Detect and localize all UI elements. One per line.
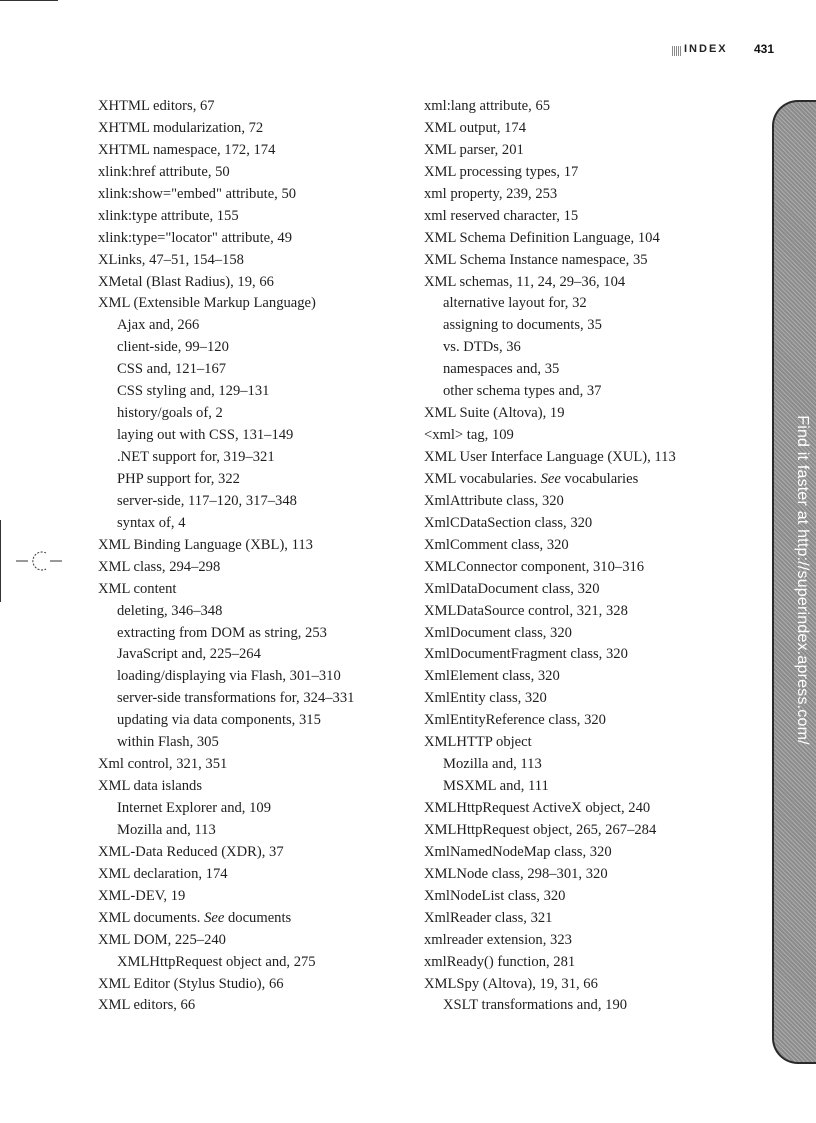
index-entry: xlink:href attribute, 50 [98, 163, 230, 180]
index-subentry: updating via data components, 315 [117, 712, 321, 729]
index-entry: XML data islands [98, 778, 203, 795]
index-entry: XHTML modularization, 72 [98, 119, 264, 136]
index-entry: xlink:show="embed" attribute, 50 [98, 185, 297, 202]
crop-mark-top [0, 0, 58, 1]
index-entry: XML output, 174 [424, 119, 527, 136]
index-entry: XML Suite (Altova), 19 [424, 405, 565, 422]
registration-mark-icon [16, 546, 62, 576]
index-entry: XmlReader class, 321 [424, 909, 553, 926]
index-entry: XMLConnector component, 310–316 [424, 558, 645, 575]
index-entry: XmlEntity class, 320 [424, 690, 547, 707]
index-entry: XML (Extensible Markup Language) [98, 295, 316, 312]
index-entry: XMLHttpRequest object, 265, 267–284 [424, 821, 657, 838]
index-entry: XMLSpy (Altova), 19, 31, 66 [424, 975, 598, 992]
index-entry: XML-Data Reduced (XDR), 37 [98, 843, 284, 860]
index-entry: XmlDocument class, 320 [424, 624, 572, 641]
index-entry: xlink:type="locator" attribute, 49 [98, 229, 293, 246]
index-entry [424, 469, 754, 491]
index-subentry: Mozilla and, 113 [117, 821, 216, 838]
index-entry: XmlComment class, 320 [424, 536, 569, 553]
index-entry: XML DOM, 225–240 [98, 931, 226, 948]
index-entry: XmlEntityReference class, 320 [424, 712, 606, 729]
index-entry: XMLHttpRequest ActiveX object, 240 [424, 800, 651, 816]
index-subentry: CSS styling and, 129–131 [117, 383, 270, 400]
index-entry: <xml> tag, 109 [424, 427, 514, 444]
index-subentry: other schema types and, 37 [443, 383, 602, 400]
index-entry: XML User Interface Language (XUL), 113 [424, 449, 676, 465]
index-entry: XMetal (Blast Radius), 19, 66 [98, 273, 274, 290]
index-entry: XmlElement class, 320 [424, 668, 560, 685]
index-entry: xlink:type attribute, 155 [98, 207, 239, 224]
index-subentry: PHP support for, 322 [117, 470, 240, 487]
index-entry: XML declaration, 174 [98, 865, 228, 882]
index-entry: xml reserved character, 15 [424, 207, 579, 224]
index-entry: XMLNode class, 298–301, 320 [424, 865, 608, 882]
index-entry: XML content [98, 580, 177, 597]
index-entry: Xml control, 321, 351 [98, 756, 228, 773]
see-reference: See [204, 909, 225, 926]
index-entry: XmlAttribute class, 320 [424, 492, 564, 509]
index-subentry: .NET support for, 319–321 [117, 449, 275, 465]
index-subentry: CSS and, 121–167 [117, 361, 227, 378]
see-target: vocabularies [560, 470, 639, 487]
index-entry: XML class, 294–298 [98, 558, 221, 575]
index-subentry: history/goals of, 2 [117, 405, 223, 422]
index-entry: XmlDataDocument class, 320 [424, 580, 600, 597]
crop-mark-left [0, 520, 1, 602]
index-subentry: MSXML and, 111 [443, 778, 549, 795]
index-entry: XML Schema Instance namespace, 35 [424, 251, 648, 268]
index-entry: XHTML namespace, 172, 174 [98, 141, 276, 158]
index-entry: XmlNodeList class, 320 [424, 887, 566, 904]
index-entry [98, 908, 428, 930]
index-subentry: client-side, 99–120 [117, 339, 229, 356]
index-entry: XML schemas, 11, 24, 29–36, 104 [424, 273, 626, 290]
index-subentry: Ajax and, 266 [117, 317, 200, 334]
index-subentry: within Flash, 305 [117, 734, 219, 751]
index-entry: XML Editor (Stylus Studio), 66 [98, 975, 284, 992]
index-subentry: Internet Explorer and, 109 [117, 800, 271, 816]
index-entry: XmlCDataSection class, 320 [424, 514, 593, 531]
running-header [0, 42, 816, 62]
index-subentry: JavaScript and, 225–264 [117, 646, 261, 663]
index-entry: xmlReady() function, 281 [424, 953, 576, 970]
index-entry: xml:lang attribute, 65 [424, 98, 551, 114]
index-subentry: deleting, 346–348 [117, 602, 223, 619]
index-entry: XMLDataSource control, 321, 328 [424, 602, 628, 619]
index-subentry: alternative layout for, 32 [443, 295, 587, 312]
index-entry: XML Schema Definition Language, 104 [424, 229, 660, 246]
index-subentry: XSLT transformations and, 190 [443, 997, 628, 1014]
index-entry: XHTML editors, 67 [98, 98, 215, 114]
see-target: documents [224, 909, 292, 926]
see-reference: See [540, 470, 561, 487]
index-subentry: assigning to documents, 35 [443, 317, 602, 334]
index-subentry: XMLHttpRequest object and, 275 [117, 953, 316, 970]
header-bars-icon [672, 46, 682, 56]
index-column-right [424, 96, 754, 1017]
index-subentry: syntax of, 4 [117, 514, 186, 531]
index-subentry: loading/displaying via Flash, 301–310 [117, 668, 341, 685]
thumb-tab-text: Find it faster at http://superindex.apress.com/ [794, 415, 811, 745]
index-subentry: Mozilla and, 113 [443, 756, 542, 773]
index-subentry: vs. DTDs, 36 [443, 339, 521, 356]
index-subentry: server-side, 117–120, 317–348 [117, 492, 297, 509]
entry-text: XML documents. [98, 909, 205, 926]
index-column-left [98, 96, 428, 1017]
index-entry: XML parser, 201 [424, 141, 524, 158]
index-subentry: server-side transformations for, 324–331 [117, 690, 355, 707]
index-entry: XmlNamedNodeMap class, 320 [424, 843, 612, 860]
index-entry: XML Binding Language (XBL), 113 [98, 536, 313, 553]
page-number: 431 [754, 42, 775, 56]
index-subentry: namespaces and, 35 [443, 361, 560, 378]
index-entry: XmlDocumentFragment class, 320 [424, 646, 628, 663]
index-entry: XML processing types, 17 [424, 163, 579, 180]
index-subentry: extracting from DOM as string, 253 [117, 624, 327, 641]
index-entry: XLinks, 47–51, 154–158 [98, 251, 244, 268]
header-section-label: INDEX [684, 43, 728, 55]
entry-text: XML vocabularies. [424, 470, 541, 487]
index-entry: XML editors, 66 [98, 997, 196, 1014]
index-entry: XML-DEV, 19 [98, 887, 186, 904]
index-entry: xml property, 239, 253 [424, 185, 558, 202]
index-entry: xmlreader extension, 323 [424, 931, 572, 948]
index-entry: XMLHTTP object [424, 734, 532, 751]
index-subentry: laying out with CSS, 131–149 [117, 427, 294, 444]
